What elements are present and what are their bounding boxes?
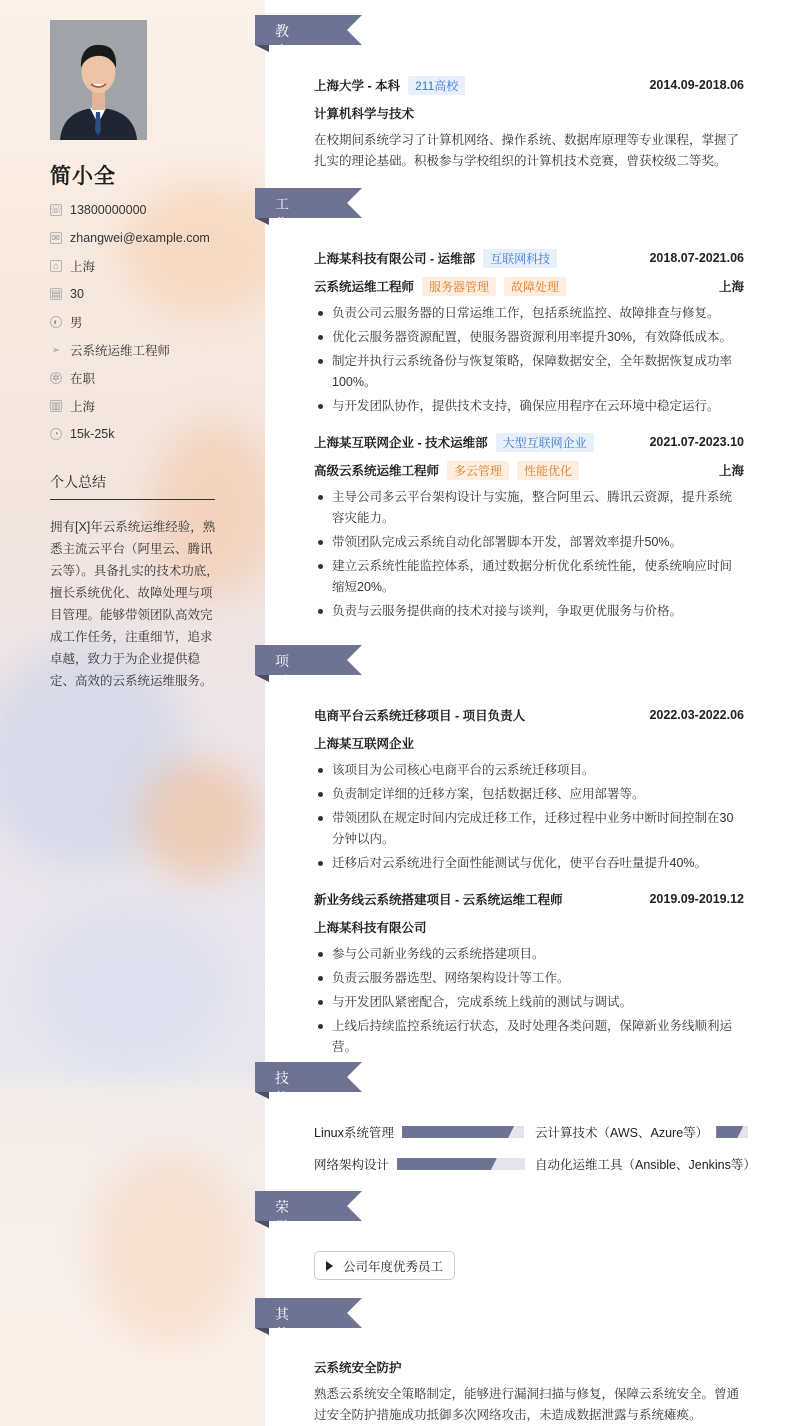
company-name: 上海某科技有限公司 - 运维部 <box>314 252 476 266</box>
play-icon <box>326 1261 333 1271</box>
list-item: 优化云服务器资源配置，使服务器资源利用率提升30%，有效降低成本。 <box>314 327 744 348</box>
watercolor-blob <box>30 900 230 1070</box>
education-period: 2014.09-2018.06 <box>649 78 744 92</box>
project-title: 新业务线云系统搭建项目 - 云系统运维工程师 <box>314 893 563 907</box>
list-item: 带领团队在规定时间内完成迁移工作，迁移过程中业务中断时间控制在30分钟以内。 <box>314 808 744 850</box>
project-period: 2019.09-2019.12 <box>649 892 744 906</box>
list-item: 迁移后对云系统进行全面性能测试与优化，使平台吞吐量提升40%。 <box>314 853 744 874</box>
salary-text: 15k-25k <box>70 427 115 441</box>
other-title: 云系统安全防护 <box>314 1361 402 1375</box>
section-title: 荣誉奖项 <box>275 1199 289 1275</box>
skill-name: Linux系统管理 <box>314 1126 394 1140</box>
other-title-row <box>314 1357 744 1377</box>
company-tag: 互联网科技 <box>483 249 557 268</box>
info-gender <box>50 312 83 332</box>
sidebar <box>0 0 265 1426</box>
project-org-row <box>314 733 744 753</box>
info-city <box>50 396 95 416</box>
section-title: 项目经历 <box>275 653 289 729</box>
info-email <box>50 228 210 248</box>
watercolor-blob <box>90 1150 250 1350</box>
project-header <box>314 889 744 909</box>
email-text: zhangwei@example.com <box>70 231 210 245</box>
info-location <box>50 256 95 276</box>
phone-icon: ☏ <box>49 204 63 216</box>
job-text: 云系统运维工程师 <box>70 344 171 358</box>
work-city: 上海 <box>718 464 744 478</box>
status-icon: ✲ <box>51 372 61 384</box>
section-title: 其他信息 <box>275 1306 289 1382</box>
education-desc: 在校期间系统学习了计算机网络、操作系统、数据库原理等专业课程，掌握了扎实的理论基础。积极参与学校组织的计算机技术竞赛，曾获校级二等奖。 <box>314 133 740 168</box>
role: 高级云系统运维工程师 <box>314 464 440 478</box>
section-flag <box>255 645 362 675</box>
work-role-row <box>314 460 744 480</box>
section-flag <box>255 188 362 218</box>
avatar <box>50 20 147 140</box>
skill-tag: 故障处理 <box>504 277 566 296</box>
skill-tag: 多云管理 <box>447 461 509 480</box>
company-name: 上海某互联网企业 - 技术运维部 <box>314 436 488 450</box>
skill-item <box>314 1154 525 1174</box>
list-item: 带领团队完成云系统自动化部署脚本开发，部署效率提升50%。 <box>314 532 744 553</box>
status-text: 在职 <box>70 372 96 386</box>
info-age <box>50 284 84 304</box>
major: 计算机科学与技术 <box>314 107 415 121</box>
list-item: 该项目为公司核心电商平台的云系统迁移项目。 <box>314 760 744 781</box>
list-item: 负责与云服务提供商的技术对接与谈判，争取更优服务与价格。 <box>314 601 744 622</box>
school-tag: 211高校 <box>408 76 465 95</box>
skill-tag: 服务器管理 <box>422 277 496 296</box>
list-item: 制定并执行云系统备份与恢复策略，保障数据安全，全年数据恢复成功率100%。 <box>314 351 744 393</box>
section-title: 工作经历 <box>275 196 289 272</box>
project-period: 2022.03-2022.06 <box>649 708 744 722</box>
skill-bar-fill <box>402 1126 514 1138</box>
mail-icon: ✉ <box>51 232 61 244</box>
skill-bar <box>402 1126 524 1138</box>
section-flag <box>255 1298 362 1328</box>
location-text: 上海 <box>70 260 96 274</box>
list-item: 与开发团队协作，提供技术支持，确保应用程序在云环境中稳定运行。 <box>314 396 744 417</box>
education-major-row <box>314 103 744 123</box>
info-phone <box>50 200 146 220</box>
company-tag: 大型互联网企业 <box>496 433 594 452</box>
list-item: 与开发团队紧密配合，完成系统上线前的测试与调试。 <box>314 992 744 1013</box>
project-header <box>314 705 744 725</box>
divider <box>50 499 215 500</box>
work-role-row <box>314 276 744 296</box>
skill-item <box>314 1122 524 1142</box>
skill-name: 网络架构设计 <box>314 1158 390 1172</box>
work-period: 2018.07-2021.06 <box>649 251 744 265</box>
skill-tag: 性能优化 <box>517 461 579 480</box>
skill-item <box>535 1122 748 1142</box>
list-item: 负责公司云服务器的日常运维工作，包括系统监控、故障排查与修复。 <box>314 303 744 324</box>
salary-icon: ◔ <box>50 428 62 440</box>
section-title: 技能专长 <box>275 1070 289 1146</box>
project-title: 电商平台云系统迁移项目 - 项目负责人 <box>314 709 526 723</box>
info-salary <box>50 424 114 444</box>
skill-bar <box>716 1126 748 1138</box>
job-icon: ➢ <box>51 344 61 356</box>
info-status <box>50 368 95 388</box>
project-org: 上海某互联网企业 <box>314 737 415 751</box>
award-text: 公司年度优秀员工 <box>343 1259 444 1274</box>
project-org: 上海某科技有限公司 <box>314 921 427 935</box>
role: 云系统运维工程师 <box>314 280 415 294</box>
work-period: 2021.07-2023.10 <box>649 435 744 449</box>
age-text: 30 <box>70 287 84 301</box>
summary-title: 个人总结 <box>50 474 106 490</box>
list-item: 参与公司新业务线的云系统搭建项目。 <box>314 944 744 965</box>
work-bullets <box>314 303 744 420</box>
work-header <box>314 248 744 268</box>
other-text: 熟悉云系统安全策略制定，能够进行漏洞扫描与修复，保障云系统安全。曾通过安全防护措施成功抵御多次网络攻击，未造成数据泄露与系统瘫痪。 <box>314 1387 740 1422</box>
skill-name: 自动化运维工具（Ansible、Jenkins等） <box>535 1158 756 1172</box>
watercolor-blob <box>140 760 260 880</box>
list-item: 负责云服务器选型、网络架构设计等工作。 <box>314 968 744 989</box>
summary-text: 拥有[X]年云系统运维经验，熟悉主流云平台（阿里云、腾讯云等）。具备扎实的技术功底，擅长系统优化、故障处理与项目管理。能够带领团队高效完成工作任务，注重细节，追求卓越，致力于为企业提供稳定、高效的云系统运维服务。 <box>50 520 219 688</box>
section-flag <box>255 1062 362 1092</box>
info-job <box>50 340 170 360</box>
gender-text: 男 <box>70 316 83 330</box>
award-badge <box>314 1251 455 1280</box>
project-bullets <box>314 944 744 1061</box>
city-icon: ▥ <box>51 400 61 412</box>
work-header <box>314 432 744 452</box>
project-org-row <box>314 917 744 937</box>
skill-bar-fill <box>397 1158 497 1170</box>
education-header <box>314 75 744 95</box>
candidate-name: 简小全 <box>50 165 116 188</box>
list-item: 负责制定详细的迁移方案，包括数据迁移、应用部署等。 <box>314 784 744 805</box>
list-item: 建立云系统性能监控体系，通过数据分析优化系统性能，使系统响应时间缩短20%。 <box>314 556 744 598</box>
home-icon: ⌂ <box>50 260 62 272</box>
work-bullets <box>314 487 744 625</box>
skill-bar <box>397 1158 525 1170</box>
city-text: 上海 <box>70 400 96 414</box>
section-flag <box>255 1191 362 1221</box>
section-title: 教育经历 <box>275 23 289 99</box>
project-bullets <box>314 760 744 877</box>
list-item: 上线后持续监控系统运行状态，及时处理各类问题，保障新业务线顺利运营。 <box>314 1016 744 1058</box>
skill-name: 云计算技术（AWS、Azure等） <box>535 1126 709 1140</box>
section-flag <box>255 15 362 45</box>
phone-text: 13800000000 <box>70 203 147 217</box>
work-city: 上海 <box>718 280 744 294</box>
skill-bar-fill <box>716 1126 743 1138</box>
age-icon: ▤ <box>51 288 61 300</box>
list-item: 主导公司多云平台架构设计与实施，整合阿里云、腾讯云资源，提升系统容灾能力。 <box>314 487 744 529</box>
skill-item <box>535 1154 756 1174</box>
gender-icon: ◐ <box>50 316 62 328</box>
school-name: 上海大学 - 本科 <box>314 79 401 93</box>
